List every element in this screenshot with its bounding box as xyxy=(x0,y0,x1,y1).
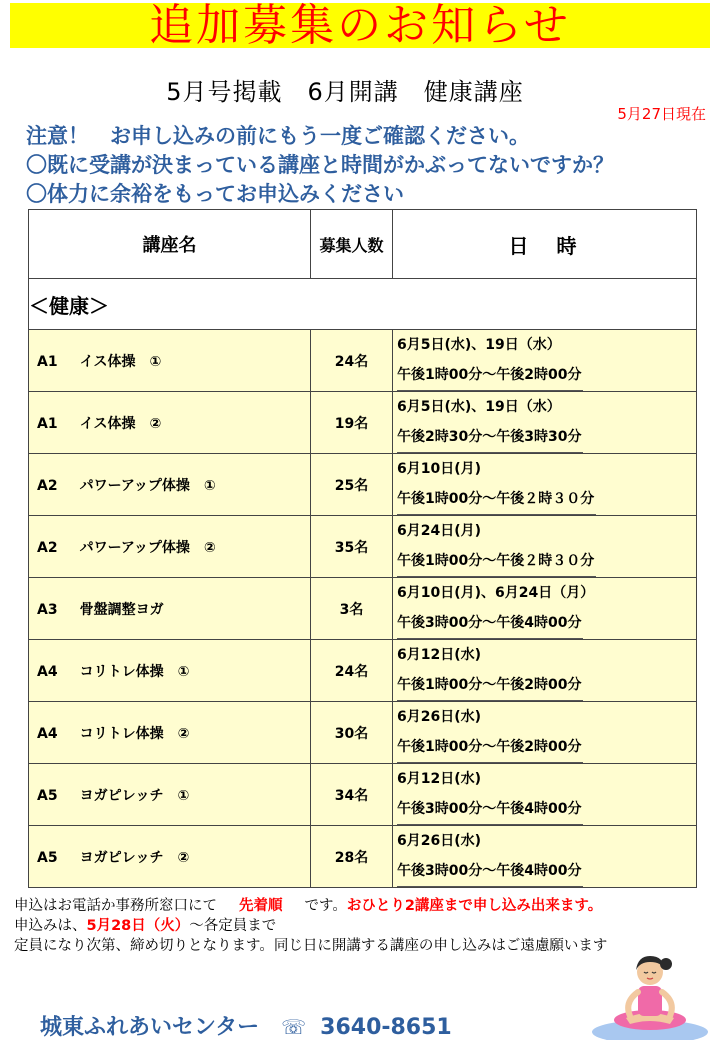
table-row xyxy=(29,330,697,392)
table-row xyxy=(29,578,697,640)
footer-text xyxy=(14,896,607,956)
course-date-cell xyxy=(393,764,697,826)
notice-line: 〇体力に余裕をもってお申込みください xyxy=(26,182,404,206)
subtitle: 5月号掲載 6月開講 健康講座 xyxy=(166,78,524,106)
table-row xyxy=(29,516,697,578)
course-name-cell xyxy=(29,516,311,578)
course-name: パワーアップ体操 ② xyxy=(79,539,216,556)
course-name: コリトレ体操 ② xyxy=(79,725,190,742)
course-time: 午後1時00分～午後２時３０分 xyxy=(397,484,596,515)
footer-text-a: 申込はお電話か事務所窓口にて xyxy=(14,898,217,914)
footer-text-c: です。 xyxy=(304,898,347,914)
course-date: 6月10日(月)、6月24日（月） xyxy=(397,585,595,601)
course-name-cell xyxy=(29,578,311,640)
course-code: A2 xyxy=(37,477,58,494)
course-code: A1 xyxy=(37,353,58,370)
table-row xyxy=(29,454,697,516)
course-code: A3 xyxy=(37,601,58,618)
table-row xyxy=(29,702,697,764)
course-count: 19名 xyxy=(311,392,393,454)
course-code: A5 xyxy=(37,787,58,804)
section-label: ＜健康＞ xyxy=(29,279,697,330)
course-count: 25名 xyxy=(311,454,393,516)
center-name: 城東ふれあいセンター xyxy=(40,1015,260,1040)
course-date-cell xyxy=(393,640,697,702)
course-date-cell xyxy=(393,516,697,578)
course-count: 35名 xyxy=(311,516,393,578)
course-time: 午後1時00分～午後2時00分 xyxy=(397,732,583,763)
center-contact xyxy=(40,1010,452,1041)
course-date: 6月5日(水)、19日（水） xyxy=(397,399,561,415)
course-count: 30名 xyxy=(311,702,393,764)
table-row xyxy=(29,392,697,454)
header-course-name: 講座名 xyxy=(29,210,311,279)
as-of-date: 5月27日現在 xyxy=(617,105,706,123)
notice-line: 注意！ お申し込みの前にもう一度ご確認ください。 xyxy=(26,124,530,148)
course-date: 6月5日(水)、19日（水） xyxy=(397,337,561,353)
course-date: 6月26日(水) xyxy=(397,833,482,849)
course-name-cell xyxy=(29,702,311,764)
course-count: 3名 xyxy=(311,578,393,640)
course-date: 6月12日(水) xyxy=(397,771,482,787)
table-row xyxy=(29,764,697,826)
course-date-cell xyxy=(393,392,697,454)
phone-icon: ☏ xyxy=(281,1015,307,1039)
course-time: 午後3時00分～午後4時00分 xyxy=(397,794,583,825)
course-count: 34名 xyxy=(311,764,393,826)
footer-text-a: 申込みは、 xyxy=(14,918,87,934)
course-code: A2 xyxy=(37,539,58,556)
course-code: A4 xyxy=(37,725,58,742)
course-date-cell xyxy=(393,454,697,516)
header-date: 日 時 xyxy=(393,210,697,279)
course-count: 28名 xyxy=(311,826,393,888)
course-time: 午後3時00分～午後4時00分 xyxy=(397,608,583,639)
course-name: イス体操 ① xyxy=(79,353,162,370)
course-date-cell xyxy=(393,826,697,888)
course-name: パワーアップ体操 ① xyxy=(79,477,216,494)
course-count: 24名 xyxy=(311,640,393,702)
course-date-cell xyxy=(393,330,697,392)
course-name-cell xyxy=(29,392,311,454)
header-count: 募集人数 xyxy=(311,210,393,279)
title-banner xyxy=(10,0,710,51)
footer-first-come: 先着順 xyxy=(239,898,283,914)
footer-text-c: ～各定員まで xyxy=(189,918,277,934)
notice-line: 〇既に受講が決まっている講座と時間がかぶってないですか？ xyxy=(26,153,614,177)
course-time: 午後3時00分～午後4時00分 xyxy=(397,856,583,887)
course-date: 6月12日(水) xyxy=(397,647,482,663)
center-phone: 3640-8651 xyxy=(320,1015,452,1040)
footer-line-1 xyxy=(14,896,607,916)
course-name: 骨盤調整ヨガ xyxy=(79,601,164,618)
course-code: A5 xyxy=(37,849,58,866)
course-name-cell xyxy=(29,826,311,888)
course-name-cell xyxy=(29,330,311,392)
course-count: 24名 xyxy=(311,330,393,392)
footer-deadline: 5月28日（火） xyxy=(86,918,190,934)
section-row xyxy=(29,279,697,330)
course-code: A4 xyxy=(37,663,58,680)
course-name-cell xyxy=(29,640,311,702)
notice-block xyxy=(26,122,614,209)
course-time: 午後1時00分～午後2時00分 xyxy=(397,360,583,391)
course-date-cell xyxy=(393,578,697,640)
course-date: 6月26日(水) xyxy=(397,709,482,725)
course-time: 午後2時30分～午後3時30分 xyxy=(397,422,583,453)
footer-line-2 xyxy=(14,916,607,936)
course-name: コリトレ体操 ① xyxy=(79,663,190,680)
page-title: 追加募集のお知らせ xyxy=(149,0,571,51)
course-code: A1 xyxy=(37,415,58,432)
course-date-cell xyxy=(393,702,697,764)
course-date: 6月24日(月) xyxy=(397,523,482,539)
course-time: 午後1時00分～午後２時３０分 xyxy=(397,546,596,577)
table-row xyxy=(29,826,697,888)
course-name: イス体操 ② xyxy=(79,415,162,432)
course-name: ヨガピレッチ ① xyxy=(79,787,190,804)
course-name-cell xyxy=(29,454,311,516)
course-time: 午後1時00分～午後2時00分 xyxy=(397,670,583,701)
footer-line-3: 定員になり次第、締め切りとなります。同じ日に開講する講座の申し込みはご遠慮願います xyxy=(14,938,608,954)
course-table xyxy=(28,209,697,888)
course-date: 6月10日(月) xyxy=(397,461,482,477)
course-name: ヨガピレッチ ② xyxy=(79,849,190,866)
course-name-cell xyxy=(29,764,311,826)
yoga-person-icon xyxy=(590,948,710,1040)
table-row xyxy=(29,640,697,702)
footer-limit: おひとり2講座まで申し込み出来ます。 xyxy=(346,898,603,914)
